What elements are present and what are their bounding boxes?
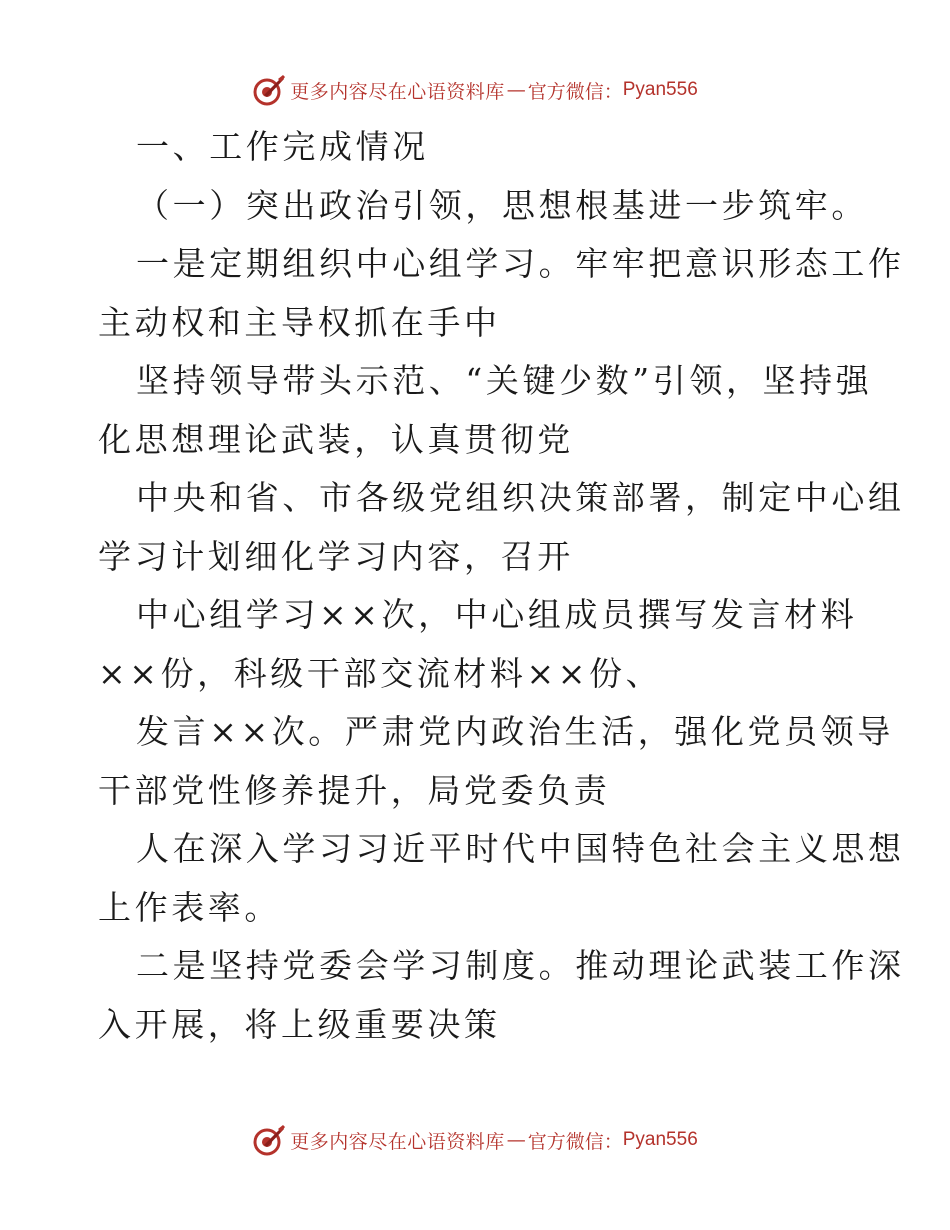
body-line: 坚持领导带头示范、“关键少数”引领，坚持强 — [136, 361, 873, 400]
body-line: 人在深入学习习近平时代中国特色社会主义思想 — [136, 829, 905, 868]
separator-dash: — — [506, 1129, 526, 1151]
footer-watermark-banner — [0, 1120, 950, 1160]
quill-pen-circle-icon — [252, 73, 286, 107]
body-line: 发言××次。严肃党内政治生活，强化党员领导 — [136, 712, 894, 751]
body-line: 干部党性修养提升，局党委负责 — [98, 770, 611, 810]
wechat-account: Pyan556 — [622, 79, 698, 100]
body-line: 一是定期组织中心组学习。牢牢把意识形态工作 — [136, 244, 905, 283]
subsection-heading: （一）突出政治引领，思想根基进一步筑牢。 — [136, 185, 868, 225]
body-line: 主动权和主导权抓在手中 — [98, 302, 501, 342]
body-line: 中央和省、市各级党组织决策部署，制定中心组 — [136, 478, 905, 517]
section-heading: 一、工作完成情况 — [136, 127, 429, 166]
brand-text: 更多内容尽在心语资料库 — [290, 80, 505, 103]
body-line: 二是坚持党委会学习制度。推动理论武装工作深 — [136, 946, 905, 985]
wechat-label: 官方微信： — [527, 1130, 623, 1153]
body-line: 上作表率。 — [98, 887, 281, 927]
wechat-label: 官方微信： — [527, 80, 623, 103]
body-line: 入开展，将上级重要决策 — [98, 1004, 501, 1044]
body-line: ××份，科级干部交流材料××份、 — [98, 653, 663, 693]
document-body — [98, 118, 905, 1054]
quill-pen-circle-icon — [252, 1123, 286, 1157]
brand-text: 更多内容尽在心语资料库 — [290, 1130, 505, 1153]
body-line: 中心组学习××次，中心组成员撰写发言材料 — [136, 595, 858, 634]
body-line: 学习计划细化学习内容，召开 — [98, 536, 574, 576]
body-line: 化思想理论武装，认真贯彻党 — [98, 419, 574, 459]
separator-dash: — — [506, 79, 526, 101]
header-watermark-banner — [0, 70, 950, 110]
wechat-account: Pyan556 — [622, 1129, 698, 1150]
